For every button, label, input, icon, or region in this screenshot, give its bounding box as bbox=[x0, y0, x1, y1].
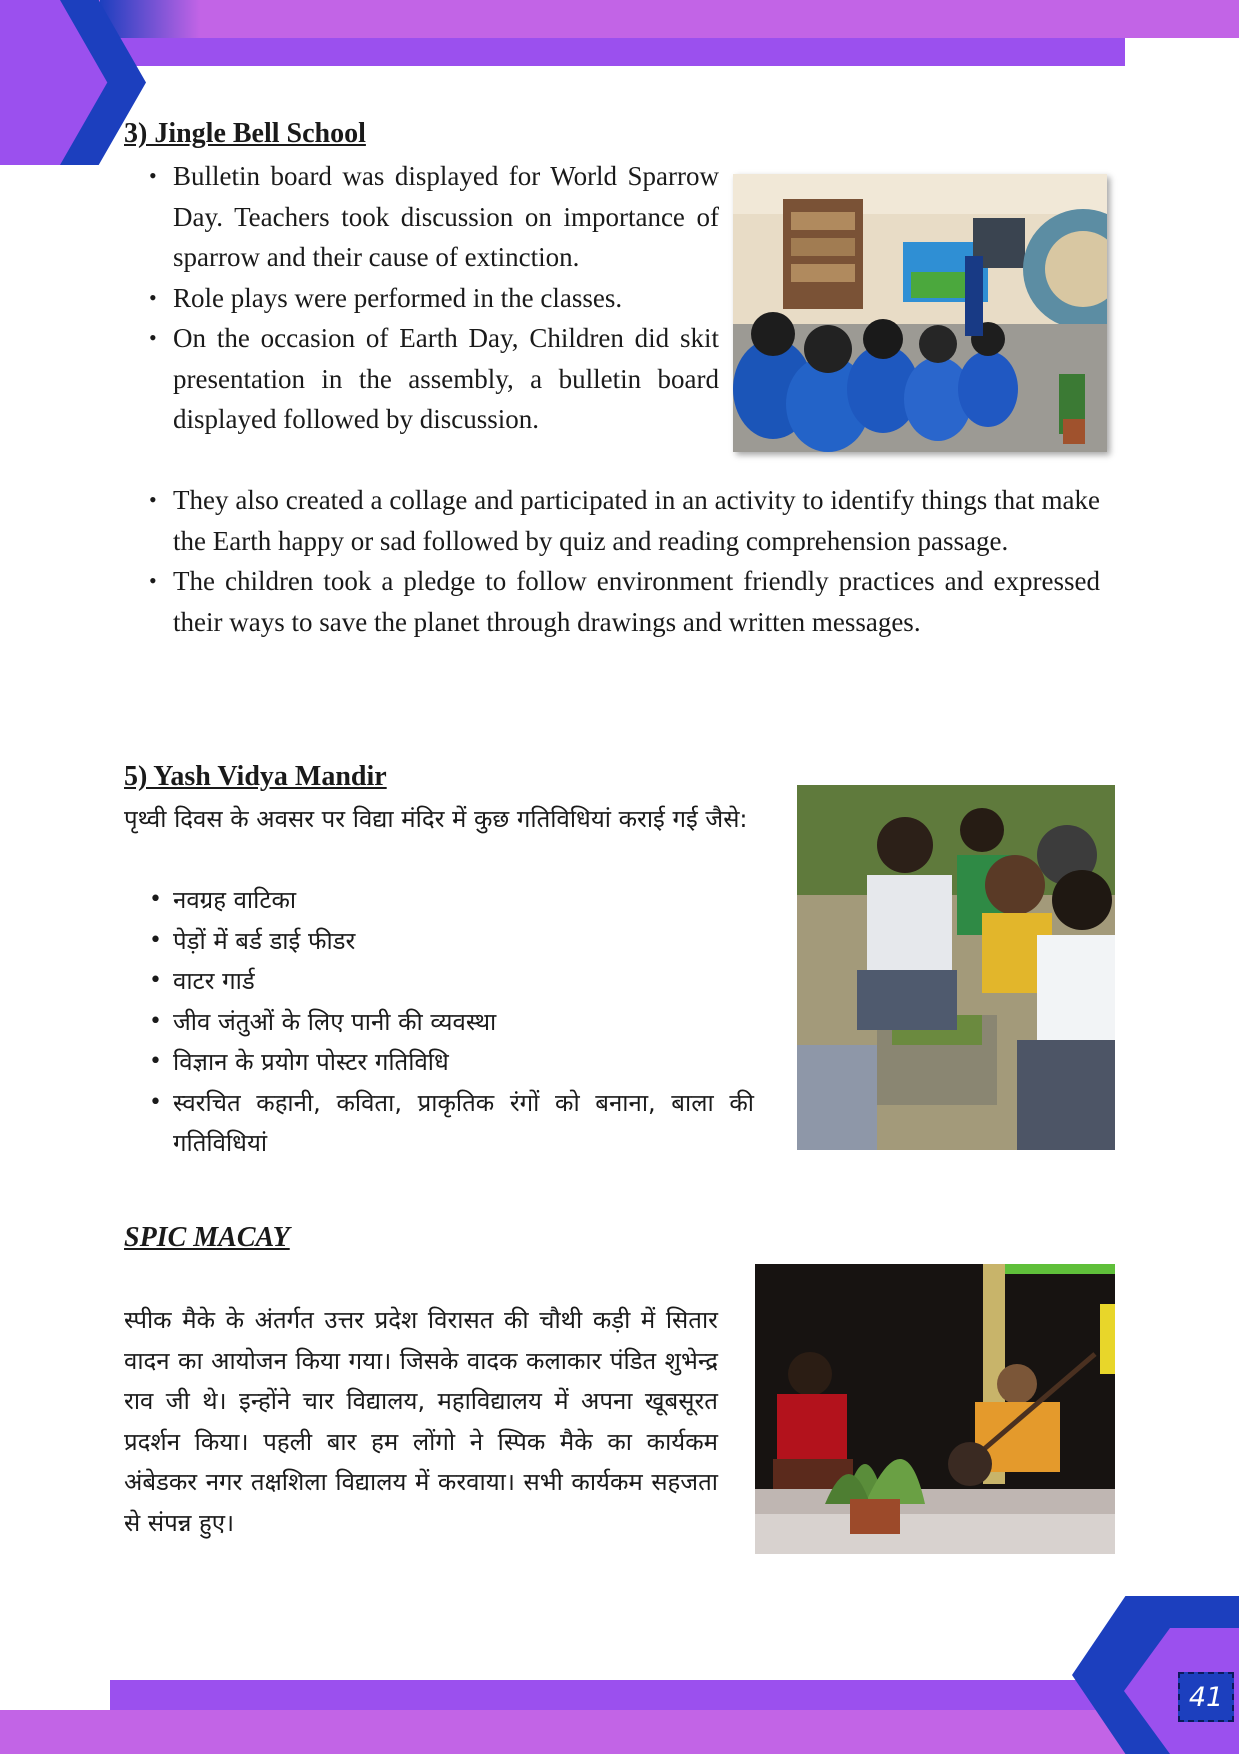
yash-vidya-intro: पृथ्वी दिवस के अवसर पर विद्या मंदिर में कुछ गतिविधियां कराई गई जैसे: bbox=[124, 805, 748, 833]
jingle-bell-bullet: • On the occasion of Earth Day, Children did skit presentation in the assembly, a bulletin board displayed followed by discussion. bbox=[173, 318, 719, 440]
spic-macay-heading: SPIC MACAY bbox=[124, 1222, 290, 1253]
yash-vidya-bullet: • स्वरचित कहानी, कविता, प्राकृतिक रंगों को बनाना, बाला की गतिविधियां bbox=[173, 1083, 754, 1164]
jingle-bell-list-bottom bbox=[124, 480, 1100, 642]
yash-vidya-bullet: • पेड़ों में बर्ड डाई फीडर bbox=[173, 921, 754, 962]
jingle-bell-heading: 3) Jingle Bell School bbox=[124, 118, 366, 149]
jingle-bell-list-top bbox=[124, 156, 719, 440]
yash-vidya-heading: 5) Yash Vidya Mandir bbox=[124, 761, 387, 792]
jingle-bell-bullet: • The children took a pledge to follow environment friendly practices and expressed their ways to save the planet through drawings and written messages. bbox=[173, 561, 1100, 642]
top-decor-bar bbox=[0, 38, 1125, 66]
sitar-performance-photo bbox=[755, 1264, 1115, 1554]
yash-vidya-bullet: • विज्ञान के प्रयोग पोस्टर गतिविधि bbox=[173, 1042, 754, 1083]
page-number: 41 bbox=[1178, 1672, 1234, 1722]
bottom-decor-bar bbox=[110, 1680, 1110, 1710]
classroom-bulletin-photo bbox=[733, 174, 1107, 452]
yash-vidya-bullet: • वाटर गार्ड bbox=[173, 961, 754, 1002]
yash-vidya-bullet: • नवग्रह वाटिका bbox=[173, 880, 754, 921]
jingle-bell-bullet: • They also created a collage and participated in an activity to identify things that make the Earth happy or sad followed by quiz and reading comprehension passage. bbox=[173, 480, 1100, 561]
children-garden-photo bbox=[797, 785, 1115, 1150]
bottom-decor-band bbox=[0, 1710, 1239, 1754]
yash-vidya-list bbox=[124, 880, 754, 1164]
jingle-bell-bullet: • Role plays were performed in the classes. bbox=[173, 278, 719, 319]
jingle-bell-bullet: • Bulletin board was displayed for World Sparrow Day. Teachers took discussion on importance of sparrow and their cause of extinction. bbox=[173, 156, 719, 278]
yash-vidya-bullet: • जीव जंतुओं के लिए पानी की व्यवस्था bbox=[173, 1002, 754, 1043]
spic-macay-paragraph: स्पीक मैके के अंतर्गत उत्तर प्रदेश विरासत की चौथी कड़ी में सितार वादन का आयोजन किया गया। जिसके वादक कलाकार पंडित शुभेन्द्र राव जी थे। इन्होंने चार विद्यालय, महाविद्यालय में अपना खूबसूरत प्रदर्शन किया। पहली बार हम लोंगो ने स्पिक मैके का कार्यकम अंबेडकर नगर तक्षशिला विद्यालय में करवाया। सभी कार्यकम सहजता से संपन्न हुए। bbox=[124, 1306, 718, 1537]
